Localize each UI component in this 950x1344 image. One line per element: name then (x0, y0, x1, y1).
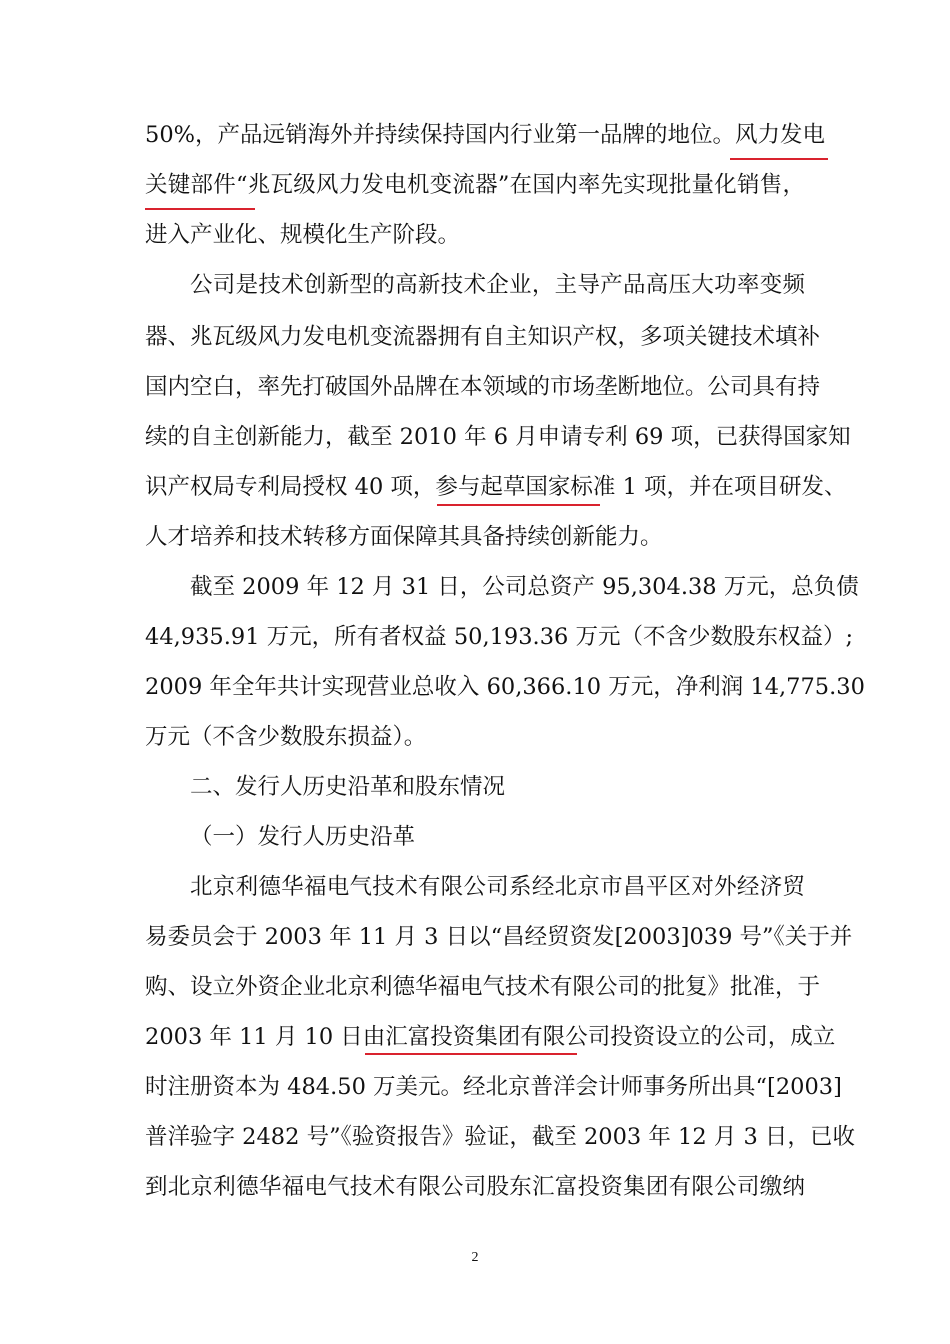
text-line: 识产权局专利局授权 40 项，参与起草国家标准 1 项，并在项目研发、 (145, 474, 847, 500)
text-line: 器、兆瓦级风力发电机变流器拥有自主知识产权，多项关键技术填补 (145, 324, 821, 350)
text-line: 2009 年全年共计实现营业总收入 60,366.10 万元，净利润 14,775.30 (145, 674, 865, 700)
text-line: 普洋验字 2482 号”《验资报告》验证，截至 2003 年 12 月 3 日，已收 (145, 1124, 855, 1150)
text-line: 关键部件“兆瓦级风力发电机变流器”在国内率先实现批量化销售， (145, 172, 805, 198)
text-line: 进入产业化、规模化生产阶段。 (145, 222, 461, 248)
text-line: 公司是技术创新型的高新技术企业，主导产品高压大功率变频 (190, 272, 805, 298)
text-line: 时注册资本为 484.50 万美元。经北京普洋会计师事务所出具“[2003] (145, 1074, 842, 1100)
text-line: 购、设立外资企业北京利德华福电气技术有限公司的批复》批准，于 (145, 974, 821, 1000)
red-underline (145, 208, 255, 210)
text-line: 50%，产品远销海外并持续保持国内行业第一品牌的地位。风力发电 (145, 122, 826, 148)
page-number: 2 (471, 1250, 479, 1265)
text-line: 人才培养和技术转移方面保障其具备持续创新能力。 (145, 524, 663, 550)
text-line: （一）发行人历史沿革 (190, 824, 416, 850)
text-line: 易委员会于 2003 年 11 月 3 日以“昌经贸资发[2003]039 号”《关于并 (145, 924, 853, 950)
text-line: 二、发行人历史沿革和股东情况 (190, 774, 506, 800)
text-line: 万元（不含少数股东损益）。 (145, 724, 427, 750)
red-underline (730, 158, 828, 160)
text-line: 续的自主创新能力，截至 2010 年 6 月申请专利 69 项，已获得国家知 (145, 424, 851, 450)
text-line: 北京利德华福电气技术有限公司系经北京市昌平区对外经济贸 (190, 874, 805, 900)
red-underline (437, 504, 600, 506)
text-line: 44,935.91 万元，所有者权益 50,193.36 万元（不含少数股东权益）; (145, 624, 854, 650)
red-underline (365, 1053, 577, 1055)
text-line: 截至 2009 年 12 月 31 日，公司总资产 95,304.38 万元，总负债 (190, 574, 859, 600)
text-line: 国内空白，率先打破国外品牌在本领域的市场垄断地位。公司具有持 (145, 374, 821, 400)
text-line: 2003 年 11 月 10 日由汇富投资集团有限公司投资设立的公司，成立 (145, 1024, 836, 1050)
text-line: 到北京利德华福电气技术有限公司股东汇富投资集团有限公司缴纳 (145, 1174, 805, 1200)
